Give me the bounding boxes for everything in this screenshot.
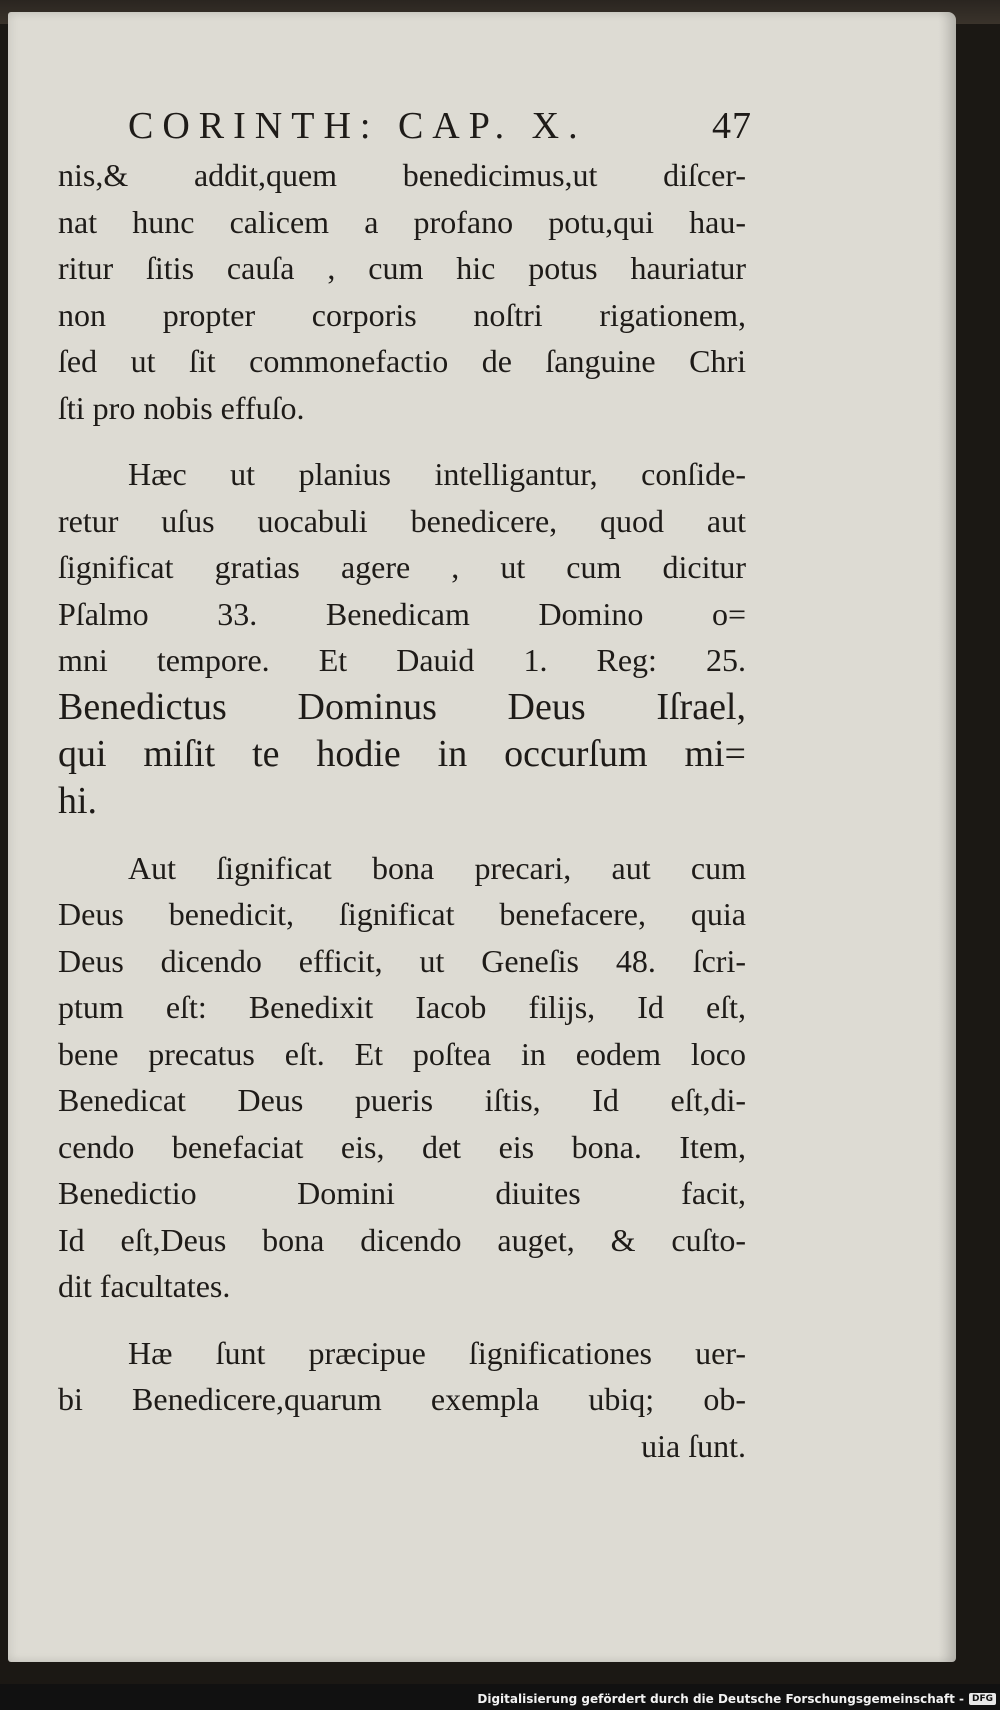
paragraph-1: [58, 152, 746, 431]
text-line: dit facultates.: [58, 1268, 231, 1304]
page-edge-shadow: [938, 12, 956, 1662]
text-line: ſignificat gratias agere , ut cum dicitur: [58, 549, 746, 585]
paragraph-4: [58, 1330, 746, 1470]
text-line: Aut ſignificat bona precari, aut cum: [128, 849, 746, 886]
footer-credit: Digitalisierung gefördert durch die Deutsche Forschungsgemeinschaft -: [477, 1692, 964, 1706]
text-line: Benedictio Domini diuites facit,: [58, 1175, 746, 1211]
text-block: [58, 104, 752, 1489]
running-head: [128, 104, 752, 148]
paragraph-3: [58, 845, 746, 1310]
text-line: ſti pro nobis effuſo.: [58, 389, 305, 426]
text-line: cendo benefaciat eis, det eis bona. Item,: [58, 1128, 746, 1165]
text-line: nis,& addit,quem benedicimus,ut diſcer-: [58, 157, 746, 193]
running-head-title: CORINTH: CAP. X.: [128, 105, 587, 147]
text-line: Hæ ſunt præcipue ſignificationes uer-: [128, 1334, 746, 1371]
dfg-logo-icon: DFG: [969, 1693, 996, 1705]
text-line: Deus dicendo efficit, ut Geneſis 48. ſcri-: [58, 942, 746, 979]
text-line: retur uſus uocabuli benedicere, quod aut: [58, 502, 746, 539]
paragraph-2: [58, 451, 746, 825]
text-line: uia ſunt.: [641, 1427, 746, 1464]
book-page: [8, 12, 956, 1662]
text-line: Pſalmo 33. Benedicam Domino o=: [58, 595, 746, 632]
text-line: ptum eſt: Benedixit Iacob filijs, Id eſt,: [58, 989, 746, 1025]
text-line: Benedicat Deus pueris iſtis, Id eſt,di-: [58, 1082, 746, 1118]
text-line: hi.: [58, 779, 98, 822]
text-line: bene precatus eſt. Et poſtea in eodem loco: [58, 1035, 746, 1072]
text-line: Id eſt,Deus bona dicendo auget, & cuſto-: [58, 1221, 746, 1258]
footer-bar: [0, 1684, 1000, 1710]
text-line: Deus benedicit, ſignificat benefacere, quia: [58, 896, 746, 932]
text-line: Hæc ut planius intelligantur, conſide-: [128, 456, 746, 492]
text-line: qui miſit te hodie in occurſum mi=: [58, 732, 746, 775]
text-line: Benedictus Dominus Deus Iſrael,: [58, 685, 746, 728]
text-line: mni tempore. Et Dauid 1. Reg: 25.: [58, 642, 746, 678]
text-line: non propter corporis noſtri rigationem,: [58, 296, 746, 333]
text-line: nat hunc calicem a profano potu,qui hau-: [58, 203, 746, 240]
text-line: ſed ut ſit commonefactio de ſanguine Chri: [58, 343, 746, 379]
text-line: ritur ſitis cauſa , cum hic potus hauriatur: [58, 250, 746, 286]
text-line: bi Benedicere,quarum exempla ubiq; ob-: [58, 1381, 746, 1417]
page-number: 47: [712, 105, 752, 147]
